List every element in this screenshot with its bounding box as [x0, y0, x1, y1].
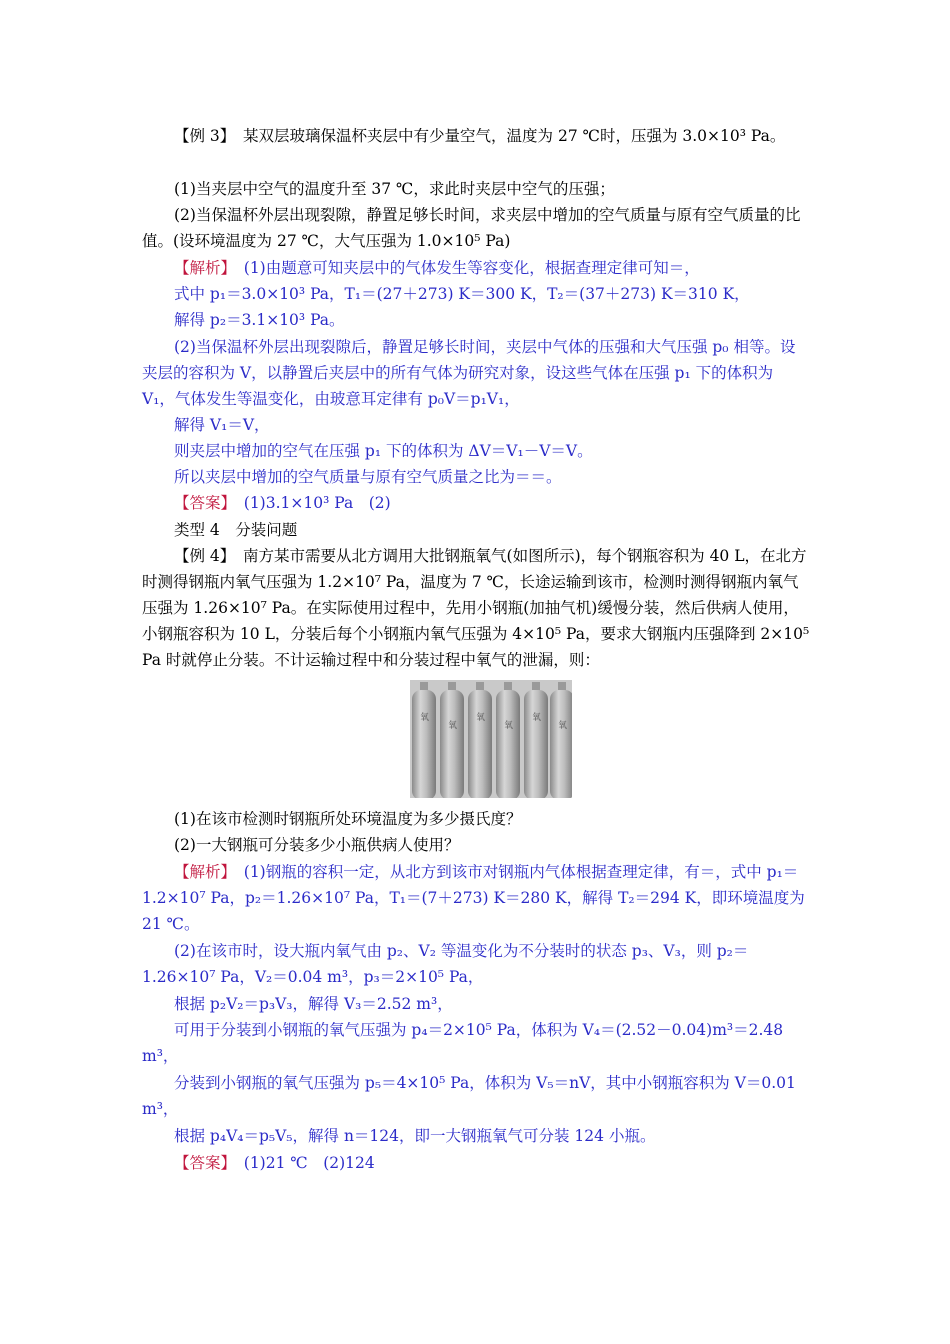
- ex3-solution-4: (2)当保温杯外层出现裂隙后，静置足够长时间，夹层中气体的压强和大气压强 p₀ 相等。设夹层的容积为 V，以静置后夹层中的所有气体为研究对象，设这些气体在压强 p₁ 下的体积为 V₁，气体发生等温变化，由玻意耳定律有 p₀V＝p₁V₁，: [142, 338, 796, 408]
- ex4-solution-5: 分装到小钢瓶的氧气压强为 p₅＝4×10⁵ Pa，体积为 V₅＝nV，其中小钢瓶容积为 V＝0.01 m³，: [142, 1074, 796, 1118]
- ex4-head: 【例 4】: [174, 547, 228, 565]
- ex3-solution-head: 【解析】: [174, 259, 229, 277]
- ex3-solution-7: 所以夹层中增加的空气质量与原有空气质量之比为＝＝。: [174, 468, 562, 486]
- ex4-solution-6: 根据 p₄V₄＝p₅V₅，解得 n＝124，即一大钢瓶氧气可分装 124 小瓶。: [174, 1127, 656, 1145]
- ex4-answer-text: (1)21 ℃ (2)124: [228, 1154, 375, 1172]
- cylinder-label: 氧: [420, 713, 430, 723]
- ex3-question-1: (1)当夹层中空气的温度升至 37 ℃，求此时夹层中空气的压强；: [174, 180, 615, 198]
- ex4-question-2: (2)一大钢瓶可分装多少小瓶供病人使用？: [174, 836, 460, 854]
- ex4-question-1: (1)在该市检测时钢瓶所处环境温度为多少摄氏度？: [174, 810, 522, 828]
- ex3-stem-text: 某双层玻璃保温杯夹层中有少量空气，温度为 27 ℃时，压强为 3.0×10³ Pa。: [227, 127, 786, 145]
- ex4-solution-1: [142, 859, 810, 937]
- cylinder-label: 氧: [448, 721, 458, 731]
- ex4-stem-text: 南方某市需要从北方调用大批钢瓶氧气(如图所示)，每个钢瓶容积为 40 L，在北方时测得钢瓶内氧气压强为 1.2×10⁷ Pa，温度为 7 ℃，长途运输到该市，检测时测得钢瓶内氧气压强为 1.26×10⁷ Pa。在实际使用过程中，先用小钢瓶(加抽气机)缓慢分装，然后供病人使用，小钢瓶容积为 10 L，分装后每个小钢瓶内氧气压强为 4×10⁵ Pa，要求大钢瓶内压强降到 2×10⁵ Pa 时就停止分装。不计运输过程中和分装过程中氧气的泄漏，则：: [142, 547, 810, 669]
- ex3-stem: [142, 123, 810, 149]
- cylinder-label: 氧: [476, 713, 486, 723]
- ex3-solution-1-text: (1)由题意可知夹层中的气体发生等容变化，根据查理定律可知＝，: [228, 259, 700, 277]
- ex3-solution-6: 则夹层中增加的空气在压强 p₁ 下的体积为 ΔV＝V₁－V＝V。: [174, 442, 593, 460]
- ex3-answer: [142, 490, 810, 516]
- cylinders-illustration: [410, 680, 572, 798]
- cylinder-body: [412, 690, 436, 798]
- ex4-solution-2: (2)在该市时，设大瓶内氧气由 p₂、V₂ 等温变化为不分装时的状态 p₃、V₃，则 p₂＝1.26×10⁷ Pa，V₂＝0.04 m³，p₃＝2×10⁵ Pa，: [142, 942, 749, 986]
- ex4-answer: [142, 1150, 810, 1176]
- ex3-answer-text: (1)3.1×10³ Pa (2): [228, 494, 391, 512]
- oxygen-cylinders-photo: [410, 680, 572, 798]
- ex4-solution-4: 可用于分装到小钢瓶的氧气压强为 p₄＝2×10⁵ Pa，体积为 V₄＝(2.52－0.04)m³＝2.48 m³，: [142, 1021, 784, 1065]
- ex3-head: 【例 3】: [174, 127, 228, 145]
- ex4-solution-3: 根据 p₂V₂＝p₃V₃，解得 V₃＝2.52 m³，: [174, 995, 453, 1013]
- cylinder-label: 氧: [532, 713, 542, 723]
- ex3-solution-2: 式中 p₁＝3.0×10³ Pa，T₁＝(27＋273) K＝300 K，T₂＝(37＋273) K＝310 K，: [174, 285, 750, 303]
- cylinder-body: [468, 690, 492, 798]
- cylinder-label: 氧: [558, 721, 568, 731]
- cylinder-body: [440, 690, 464, 798]
- ex3-solution-5: 解得 V₁＝V，: [174, 416, 270, 434]
- ex4-solution-1-text: (1)钢瓶的容积一定，从北方到该市对钢瓶内气体根据查理定律，有＝，式中 p₁＝1.2×10⁷ Pa，p₂＝1.26×10⁷ Pa，T₁＝(7＋273) K＝280 K，解得 T₂＝294 K，即环境温度为 21 ℃。: [142, 863, 805, 933]
- ex4-answer-head: 【答案】: [174, 1154, 229, 1172]
- ex3-answer-head: 【答案】: [174, 494, 229, 512]
- cylinder-body: [524, 690, 548, 798]
- ex3-solution-1: [142, 255, 810, 281]
- cylinder-label: 氧: [504, 721, 514, 731]
- ex4-solution-head: 【解析】: [174, 863, 229, 881]
- ex3-question-2: (2)当保温杯外层出现裂隙，静置足够长时间，求夹层中增加的空气质量与原有空气质量的比值。(设环境温度为 27 ℃，大气压强为 1.0×10⁵ Pa): [142, 206, 801, 250]
- ex3-solution-3: 解得 p₂＝3.1×10³ Pa。: [174, 311, 345, 329]
- cylinder-body: [550, 690, 572, 798]
- cylinder-body: [496, 690, 520, 798]
- ex4-stem: [142, 543, 810, 673]
- type4-heading: 类型 4 分装问题: [174, 521, 298, 539]
